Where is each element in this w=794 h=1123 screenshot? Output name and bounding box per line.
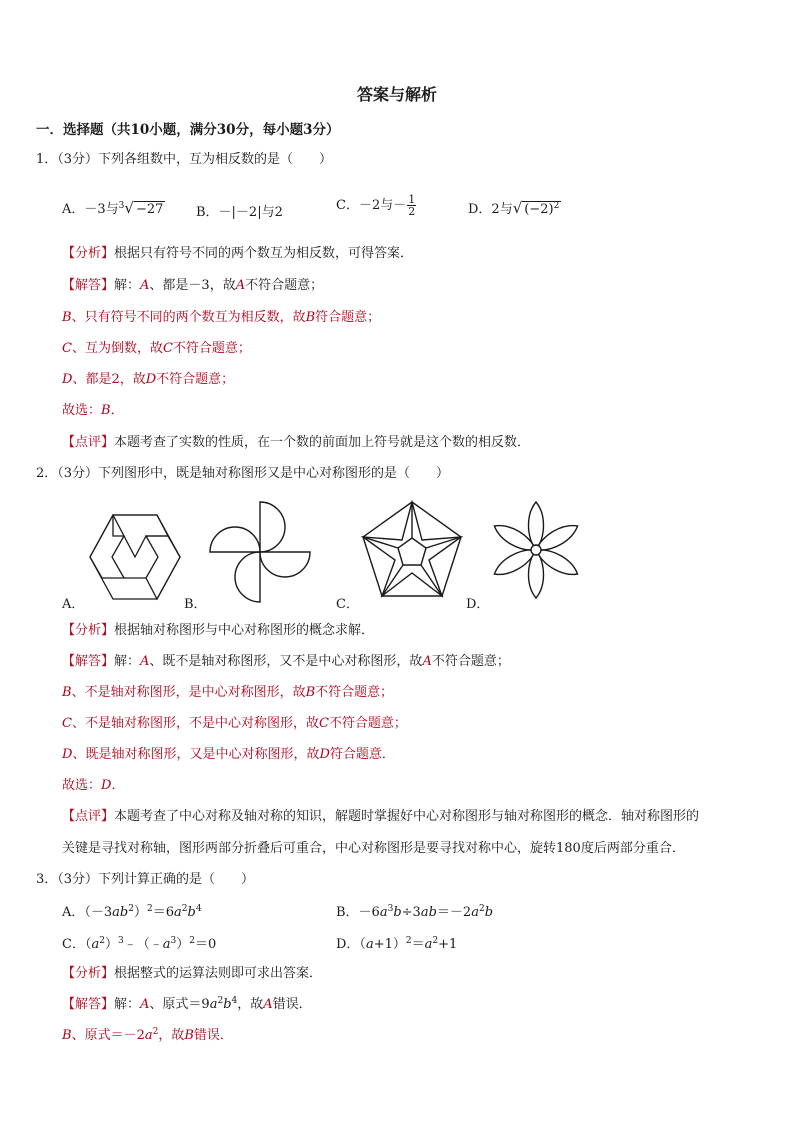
root-index: 3 xyxy=(118,201,125,211)
q3-analysis: 【分析】根据整式的运算法则即可求出答案． xyxy=(62,966,323,981)
q2-solution-d: D、既是轴对称图形，又是中心对称图形，故D符合题意． xyxy=(62,747,395,762)
q1-choice: 故选：B． xyxy=(62,403,124,418)
q2-analysis: 【分析】根据轴对称图形与中心对称图形的概念求解． xyxy=(62,623,375,638)
q2-solution: 【解答】解：A、既不是轴对称图形，又不是中心对称图形，故A不符合题意； xyxy=(62,654,510,669)
q2-comment: 【点评】本题考查了中心对称及轴对称的知识，解题时掌握好中心对称图形与轴对称图形的概念．轴对称图形的 xyxy=(62,809,700,824)
petal xyxy=(529,550,544,598)
q3-option-a: A．$(-3ab^2)^2=6a^2b^4$ xyxy=(62,904,202,920)
q1-option-c: C．－2与－ $\frac{1}{2}$ xyxy=(336,193,416,218)
q1-solution-c: C、互为倒数，故C不符合题意； xyxy=(62,341,251,356)
q2-comment-cont: 关键是寻找对称轴，图形两部分折叠后可重合，中心对称图形是要寻找对称中心，旋转180度后两部分重合． xyxy=(62,841,685,856)
pinwheel-blade-3 xyxy=(235,552,260,602)
pinwheel-blade-2 xyxy=(260,552,310,577)
q1-comment: 【点评】本题考查了实数的性质，在一个数的前面加上符号就是这个数的相反数． xyxy=(62,435,531,450)
q3-option-d: D．$(a+1)^2=a^2+1$ xyxy=(336,936,458,952)
figure-label-b: B． xyxy=(184,597,207,612)
pinwheel-blade-1 xyxy=(260,502,285,552)
q1-solution-b: B、只有符号不同的两个数互为相反数，故B符合题意； xyxy=(62,310,381,325)
q1-option-d: D．2与√ $(-2)^2$ xyxy=(468,199,560,217)
figure-label-a: A． xyxy=(62,597,85,612)
page-title: 答案与解析 xyxy=(356,85,437,104)
spoke xyxy=(382,565,403,596)
q1-option-b: B．－|－2|与2 xyxy=(196,205,283,220)
flower-center xyxy=(531,545,541,555)
chevron-right xyxy=(146,536,180,599)
figure-b-pinwheel xyxy=(208,500,312,604)
petal xyxy=(529,502,544,550)
figure-label-d: D． xyxy=(466,597,490,612)
q2-solution-c: C、不是轴对称图形，不是中心对称图形，故C不符合题意； xyxy=(62,716,407,731)
inner-pentagon xyxy=(398,538,426,565)
q1-solution: 【解答】解：A、都是－3，故A不符合题意； xyxy=(62,278,324,293)
q3-solution: 【解答】解：A、原式$=9a^2b^4$，故A错误． xyxy=(62,996,312,1012)
radical-sign: √ xyxy=(512,199,523,217)
q2-choice: 故选：D． xyxy=(62,778,125,793)
q2-solution-b: B、不是轴对称图形，是中心对称图形，故B不符合题意； xyxy=(62,685,394,700)
figure-d-flower xyxy=(488,500,584,600)
spoke xyxy=(421,565,442,596)
radical-sign: √ xyxy=(124,199,134,217)
pinwheel-blade-4 xyxy=(210,527,260,552)
chevron-left xyxy=(90,515,124,578)
question-2-stem: 2．（3分）下列图形中，既是轴对称图形又是中心对称图形的是（ ） xyxy=(36,466,450,481)
q1-solution-d: D、都是2，故D不符合题意； xyxy=(62,372,235,387)
section-heading: 一．选择题（共10小题，满分30分，每小题3分） xyxy=(36,122,340,138)
q3-solution-b: B、原式$=-2a^2$，故B错误． xyxy=(62,1027,233,1043)
question-3-stem: 3．（3分）下列计算正确的是（ ） xyxy=(36,872,255,887)
q3-option-b: B．$-6a^3b\div 3ab=-2a^2b$ xyxy=(336,904,494,920)
figure-label-c: C． xyxy=(336,597,359,612)
question-1-stem: 1．（3分）下列各组数中，互为相反数的是（ ） xyxy=(36,152,333,167)
q1-analysis: 【分析】根据只有符号不同的两个数互为相反数，可得答案． xyxy=(62,246,414,261)
q3-option-c: C．$(a^2)^3﹣(﹣a^3)^2=0$ xyxy=(62,936,217,952)
q1-option-a: A．－3与$^3$√ −27 xyxy=(62,199,164,217)
fraction: $\frac{1}{2}$ xyxy=(408,193,416,218)
figure-a-hexagon-chevrons xyxy=(88,512,182,602)
figure-c-pentagon xyxy=(360,500,464,600)
